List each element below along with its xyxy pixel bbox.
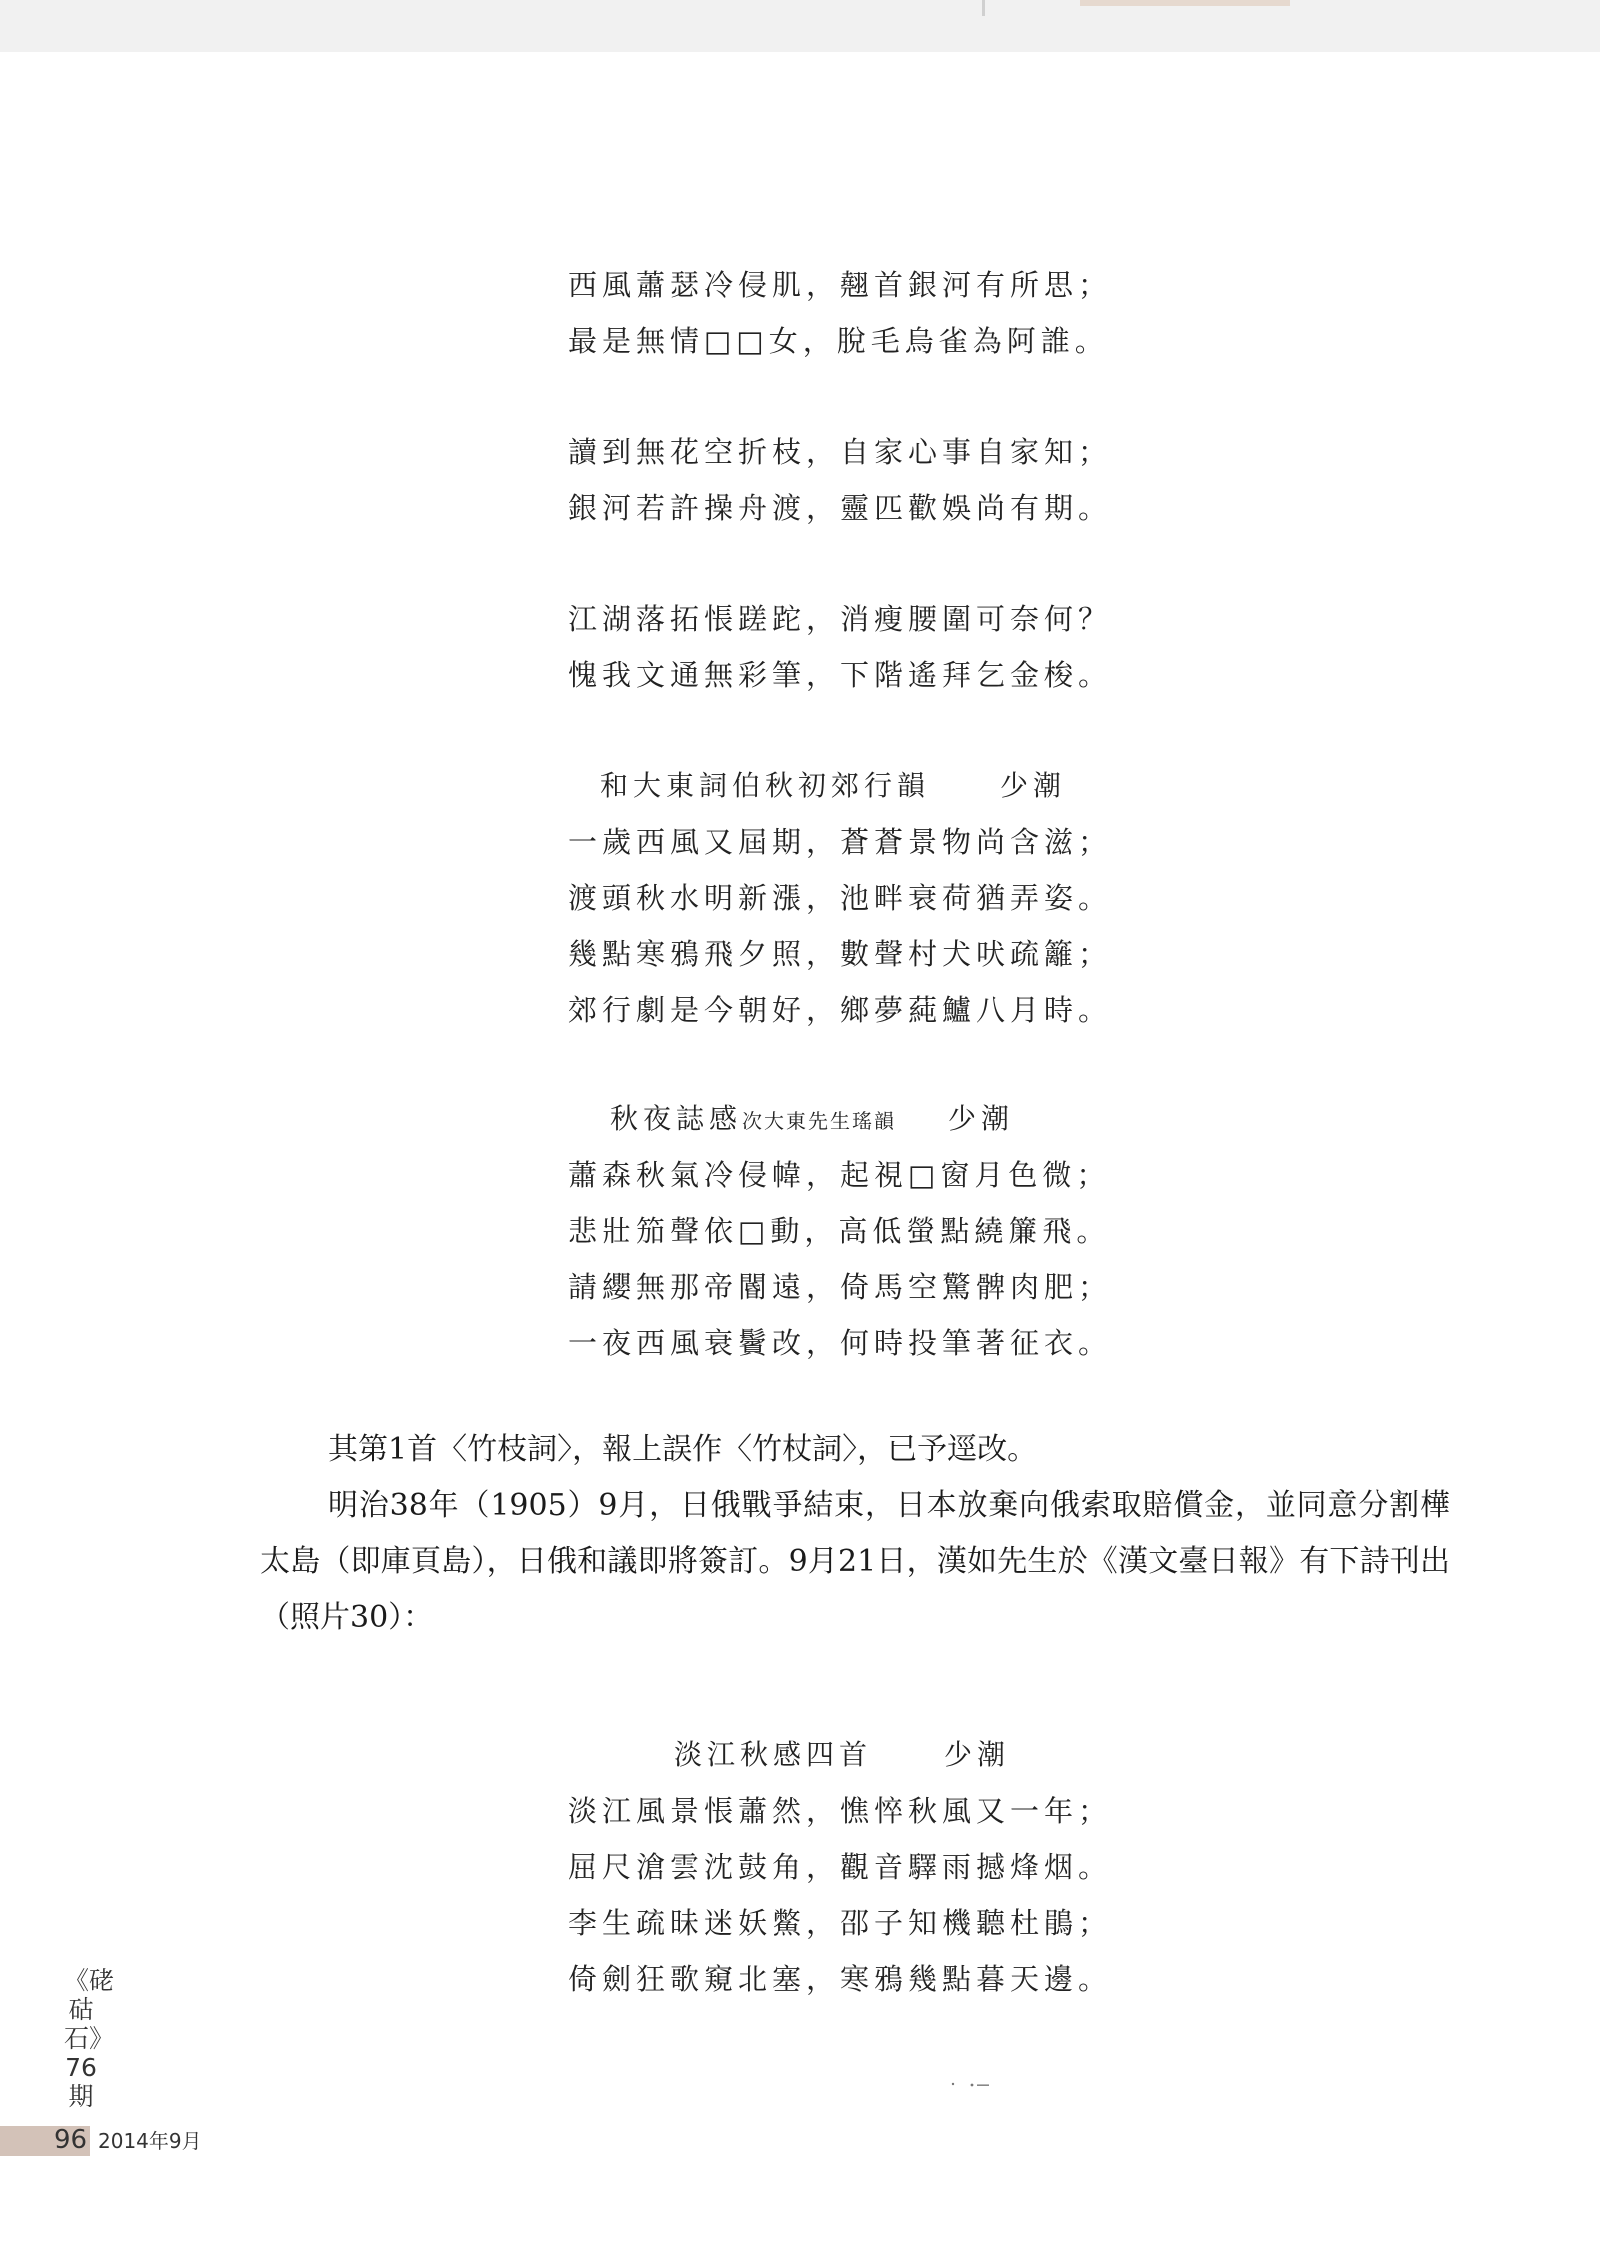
poem-line: 渡頭秋水明新漲，池畔衰荷猶弄姿。 [568,881,1113,915]
poem-line: 銀河若許操舟渡，靈匹歡娛尚有期。 [568,491,1113,525]
top-strip [0,0,1600,52]
poem-author: 少潮 [948,1102,1015,1135]
prose-paragraph: 明治38年（1905）9月，日俄戰爭結束，日本放棄向俄索取賠償金，並同意分割樺太島（即庫頁島），日俄和議即將簽訂。9月21日，漢如先生於《漢文臺日報》有下詩刊出（照片30）： [260,1488,1450,1635]
page-number: 96 [54,2125,88,2155]
poem-block [568,424,1148,536]
poem-block [568,257,1148,369]
top-accent-bar [1080,0,1290,6]
poem-line: 請纓無那帝閽遠，倚馬空驚髀肉肥； [568,1270,1113,1304]
prose-body [260,1422,1450,1646]
poem-block [568,758,1148,1038]
poem-line: 淡江風景悵蕭然，憔悴秋風又一年； [568,1794,1113,1828]
poem-title-text: 秋夜誌感 [610,1102,743,1135]
poem-line: 蕭森秋氣冷侵幃，起視□窗月色微； [568,1158,1111,1192]
poem-line: 幾點寒鴉飛夕照，數聲村犬吠疏籬； [568,937,1113,971]
scan-specks [950,2082,1006,2088]
poem-title [568,758,1148,814]
poem-subtitle: 次大東先生瑤韻 [742,1109,897,1133]
poem-author: 少潮 [1000,769,1067,802]
poem-line: 屈尺滄雲沈鼓角，觀音驛雨撼烽烟。 [568,1850,1113,1884]
poem-author: 少潮 [944,1738,1011,1771]
poem-title [568,1091,1148,1147]
poem-title-text: 淡江秋感四首 [674,1738,873,1771]
poem-block [568,591,1148,703]
poem-title-text: 和大東詞伯秋初郊行韻 [600,769,931,802]
poem-line: 一夜西風衰鬢改，何時投筆著征衣。 [568,1326,1113,1360]
poem-line: 李生疏昧迷妖鱉，邵子知機聽杜鵑； [568,1906,1113,1940]
issue-date: 2014年9月 [98,2129,202,2153]
poem-line: 西風蕭瑟冷侵肌，翹首銀河有所思； [568,268,1113,302]
journal-name: 《硓𥑮石》76期 [64,1966,115,2111]
poem-line: 悲壯笳聲依□動，高低螢點繞簾飛。 [568,1214,1111,1248]
poem-line: 倚劍狂歌窺北塞，寒鴉幾點暮天邊。 [568,1962,1113,1996]
poem-line: 最是無情□□女，脫毛烏雀為阿誰。 [568,324,1109,358]
poem-line: 江湖落拓悵蹉跎，消瘦腰圍可奈何？ [568,602,1113,636]
poem-line: 郊行劇是今朝好，鄉夢蒓鱸八月時。 [568,993,1113,1027]
poem-line: 讀到無花空折枝，自家心事自家知； [568,435,1113,469]
top-dash-mark [982,0,985,16]
poem-block [568,1091,1148,1371]
poem-title [568,1727,1148,1783]
poem-line: 愧我文通無彩筆，下階遙拜乞金梭。 [568,658,1113,692]
prose-paragraph: 其第1首〈竹枝詞〉，報上誤作〈竹杖詞〉，已予逕改。 [328,1432,1038,1467]
poem-block [568,1727,1148,2007]
poem-line: 一歲西風又屆期，蒼蒼景物尚含滋； [568,825,1113,859]
